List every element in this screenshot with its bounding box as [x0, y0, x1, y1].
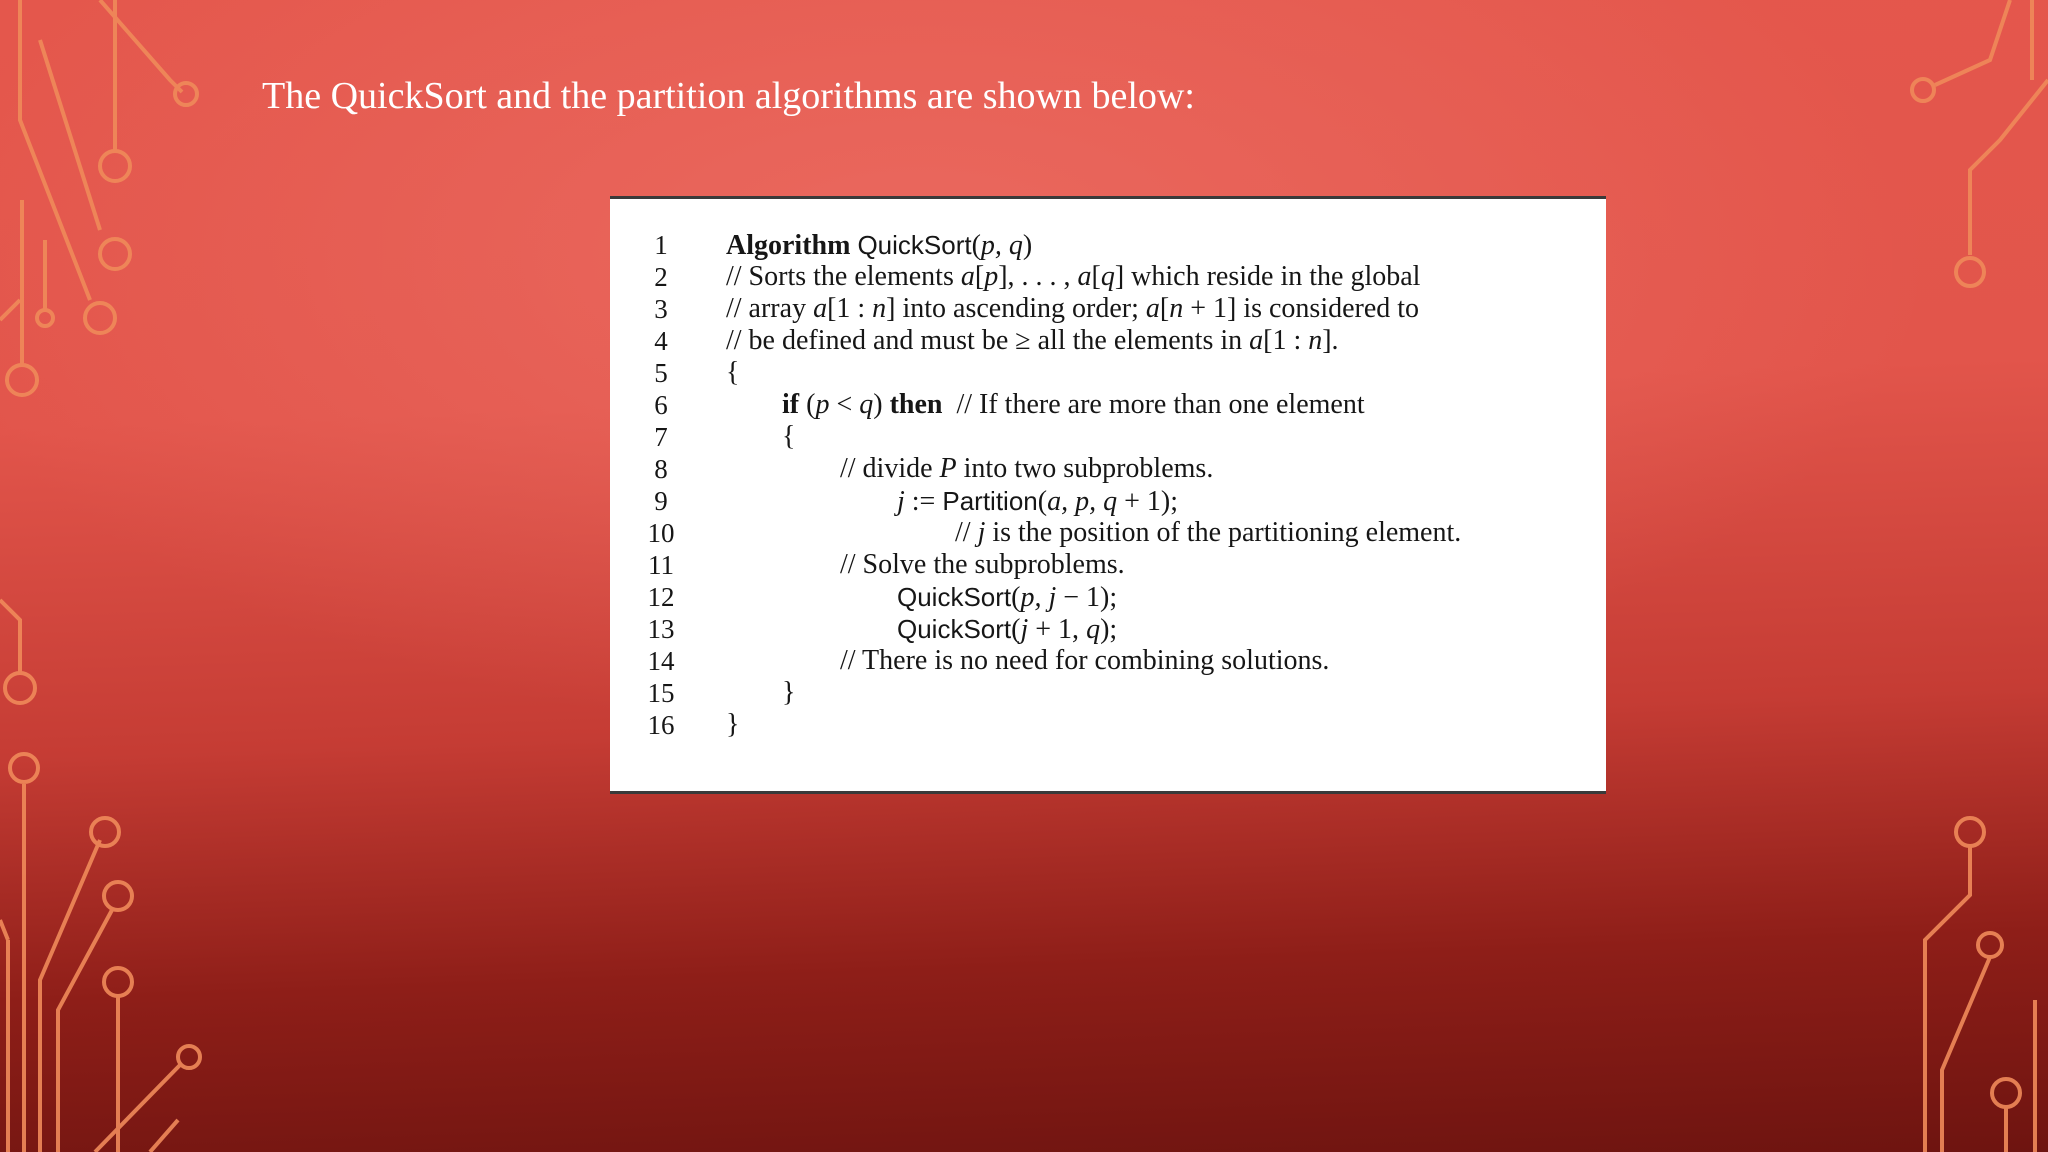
code-token: [1 :	[1263, 325, 1309, 356]
code-token: Partition	[942, 486, 1038, 516]
code-text	[782, 389, 1365, 421]
code-text	[840, 549, 1125, 581]
line-number: 1	[654, 230, 668, 260]
code-token: (	[1011, 582, 1021, 613]
code-token: ] into ascending order;	[886, 293, 1146, 324]
code-line	[610, 453, 1600, 485]
code-token: QuickSort	[857, 230, 972, 260]
code-token: {	[782, 421, 796, 452]
line-number: 12	[647, 582, 675, 612]
line-number: 6	[654, 390, 668, 420]
code-token: {	[726, 357, 740, 388]
code-text	[955, 517, 1461, 549]
code-token: (	[1011, 614, 1021, 645]
code-token: QuickSort	[897, 614, 1012, 644]
code-token: //	[955, 517, 978, 548]
code-token: p, j	[1020, 582, 1057, 613]
line-number: 14	[647, 646, 675, 676]
code-token: a, p, q	[1047, 486, 1118, 517]
code-token: n	[1308, 325, 1323, 356]
code-text	[840, 645, 1329, 677]
code-token: <	[829, 389, 860, 420]
code-text	[782, 421, 795, 453]
code-token: a	[1077, 261, 1092, 292]
code-line	[610, 517, 1600, 549]
code-token: )	[873, 389, 890, 420]
code-text	[726, 293, 1419, 325]
code-text	[897, 581, 1117, 614]
code-token: a	[960, 261, 975, 292]
code-text	[840, 453, 1213, 485]
line-number: 7	[654, 422, 668, 452]
code-token: P	[939, 453, 957, 484]
code-token: (	[799, 389, 816, 420]
code-token: // If there are more than one element	[942, 389, 1365, 420]
line-number: 5	[654, 358, 668, 388]
code-line	[610, 645, 1600, 677]
code-token: q	[1100, 261, 1115, 292]
code-token: );	[1100, 614, 1118, 645]
code-token: is the position of the partitioning element.	[985, 517, 1462, 548]
code-token: [	[1091, 261, 1101, 292]
line-number: 10	[647, 518, 675, 548]
code-token: then	[889, 389, 943, 420]
code-token: j	[1020, 614, 1029, 645]
code-text	[782, 677, 795, 709]
code-line	[610, 613, 1600, 645]
code-token: ].	[1322, 325, 1339, 356]
code-token: [1 :	[827, 293, 873, 324]
line-number: 9	[654, 486, 668, 516]
code-token: a	[1249, 325, 1264, 356]
code-token: // be defined and must be ≥ all the elements in	[726, 325, 1250, 356]
line-number: 8	[654, 454, 668, 484]
code-text	[726, 229, 1032, 262]
line-number: 11	[648, 550, 674, 580]
line-number: 16	[647, 710, 675, 740]
code-token: j	[897, 486, 905, 517]
code-token: n	[1169, 293, 1184, 324]
code-token: j	[977, 517, 986, 548]
code-token: [	[1159, 293, 1170, 324]
code-line	[610, 389, 1600, 421]
code-token: + 1] is considered to	[1183, 293, 1420, 324]
code-token: // array	[726, 293, 814, 324]
code-text	[726, 261, 1420, 293]
code-token: // divide	[840, 453, 940, 484]
line-number: 15	[647, 678, 675, 708]
code-text	[897, 613, 1117, 646]
code-line	[610, 709, 1600, 741]
code-token: // Solve the subproblems.	[840, 549, 1125, 580]
code-token: − 1);	[1056, 582, 1118, 613]
code-image-panel	[610, 196, 1606, 794]
code-token: a	[813, 293, 828, 324]
code-token: p	[815, 389, 830, 420]
code-token: + 1);	[1117, 486, 1178, 517]
code-line	[610, 229, 1600, 261]
code-line	[610, 485, 1600, 517]
code-line	[610, 293, 1600, 325]
code-text	[726, 357, 739, 389]
code-token: (	[1037, 486, 1048, 517]
code-token: if	[782, 389, 800, 420]
code-text	[726, 709, 739, 741]
code-token: a	[1145, 293, 1160, 324]
code-token: + 1,	[1028, 614, 1087, 645]
code-token: // Sorts the elements	[726, 261, 961, 292]
code-token: }	[782, 677, 796, 708]
code-token: // There is no need for combining solutions.	[840, 645, 1330, 676]
code-line	[610, 549, 1600, 581]
code-text	[897, 485, 1178, 518]
code-token: Algorithm	[726, 230, 851, 261]
code-token: q	[859, 389, 874, 420]
line-number: 4	[654, 326, 668, 356]
code-token: q	[1086, 614, 1101, 645]
code-token: n	[872, 293, 887, 324]
code-token: p	[984, 261, 999, 292]
code-line	[610, 677, 1600, 709]
code-token: into two subproblems.	[956, 453, 1214, 484]
code-line	[610, 261, 1600, 293]
slide-title: The QuickSort and the partition algorithms are shown below:	[262, 75, 1195, 117]
code-line	[610, 325, 1600, 357]
code-token: ], . . . ,	[998, 261, 1078, 292]
line-number: 2	[654, 262, 668, 292]
code-line	[610, 421, 1600, 453]
code-line	[610, 581, 1600, 613]
code-token: )	[1022, 230, 1033, 261]
code-line	[610, 357, 1600, 389]
code-token: :=	[904, 486, 943, 517]
line-number: 13	[647, 614, 675, 644]
code-token: QuickSort	[897, 582, 1012, 612]
line-number: 3	[654, 294, 668, 324]
code-token: p, q	[980, 230, 1023, 261]
code-token: (	[971, 230, 981, 261]
code-token: [	[974, 261, 985, 292]
code-text	[726, 325, 1339, 357]
code-token: }	[726, 709, 740, 740]
code-token: ] which reside in the global	[1114, 261, 1421, 292]
